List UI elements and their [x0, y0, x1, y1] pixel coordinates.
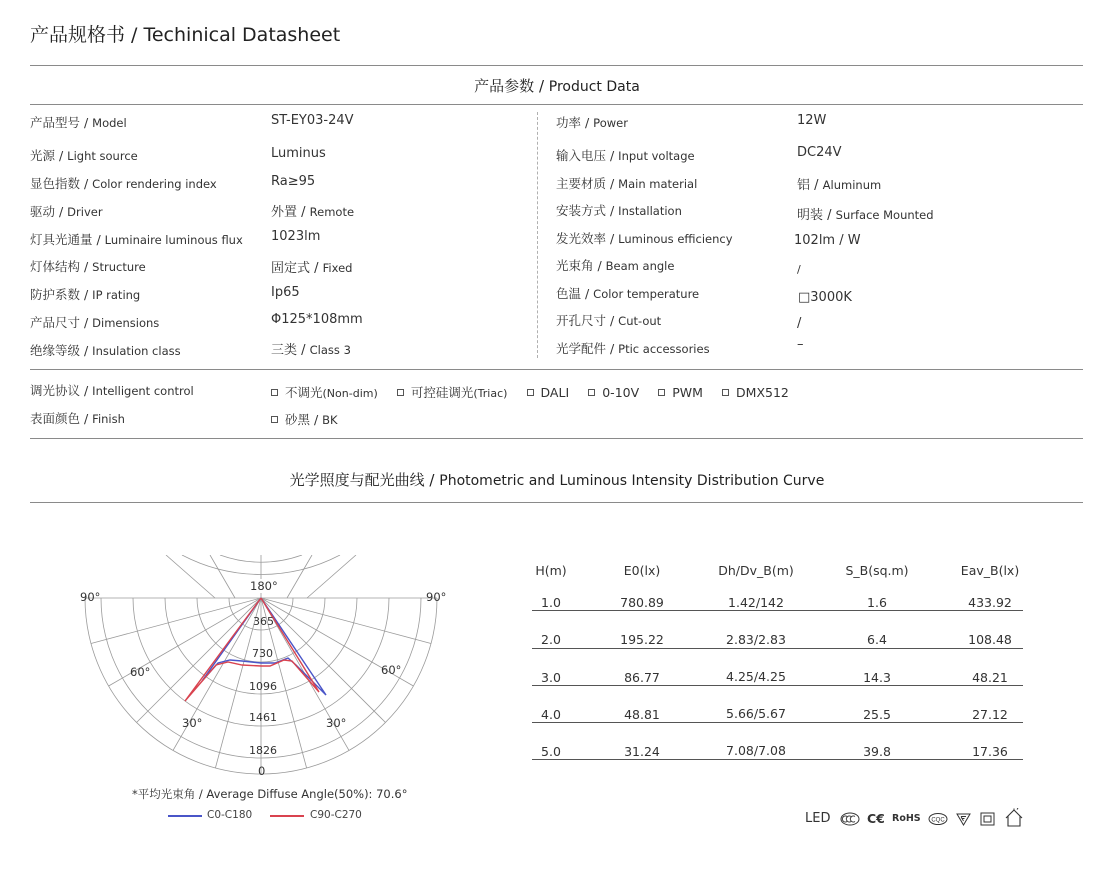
indoor-use-icon: [1004, 808, 1024, 828]
divider: [30, 104, 1083, 105]
spec-label-en: IP rating: [92, 288, 141, 302]
polar-label-left-30: 30°: [182, 716, 203, 730]
table-cell: 86.77: [624, 670, 660, 685]
spec-label-light-source: [30, 146, 138, 164]
spec-value-structure: [271, 257, 352, 276]
product-data-title: [0, 75, 1114, 96]
spec-label-cn: 显色指数 /: [30, 176, 93, 191]
spec-label-cn: 产品尺寸 /: [30, 315, 93, 330]
spec-value: DC24V: [797, 145, 842, 160]
control-option-en: (Triac): [473, 387, 508, 400]
spec-label-insulation: [30, 341, 181, 359]
checkbox-icon[interactable]: [658, 389, 665, 396]
spec-label-cn: 防护系数 /: [30, 287, 93, 302]
control-label-en: Intelligent control: [92, 384, 194, 398]
rohs-mark: RoHS: [892, 813, 921, 824]
spec-value: ST-EY03-24V: [271, 113, 354, 128]
divider: [30, 438, 1083, 439]
product-data-title-cn: 产品参数 /: [474, 77, 549, 95]
control-option-dali[interactable]: [527, 385, 570, 400]
finish-label-en: Finish: [92, 412, 125, 426]
spec-label-driver: [30, 202, 103, 220]
polar-label-0: 0: [258, 764, 266, 778]
spec-value: –: [797, 337, 804, 352]
spec-label-en: Insulation class: [92, 344, 181, 358]
spec-label-cn: 灯体结构 /: [30, 259, 93, 274]
table-cell: 39.8: [863, 744, 891, 759]
spec-label-flux: [30, 230, 243, 248]
divider: [30, 65, 1083, 66]
checkbox-icon[interactable]: [271, 416, 278, 423]
spec-label-cn: 灯具光通量 /: [30, 232, 105, 247]
control-option-dmx512[interactable]: [722, 385, 789, 400]
spec-value: Luminus: [271, 146, 326, 161]
spec-label-en: Color rendering index: [92, 177, 217, 191]
spec-value-en: Aluminum: [822, 178, 882, 192]
cqc-icon: [928, 812, 948, 826]
spec-label-material: [556, 174, 697, 192]
spec-label-en: Luminous efficiency: [618, 232, 733, 246]
spec-label-cn: 发光效率 /: [556, 231, 619, 246]
spec-label-efficiency: [556, 229, 733, 247]
control-option-pwm[interactable]: [658, 385, 703, 400]
polar-ring-label-730: 730: [252, 647, 273, 660]
polar-label-right-90: 90°: [426, 590, 447, 604]
table-cell: 7.08/7.08: [726, 743, 786, 758]
spec-value-en: Class 3: [309, 343, 351, 357]
divider: [30, 369, 1083, 370]
checkbox-icon[interactable]: [722, 389, 729, 396]
table-row-line: [532, 685, 1023, 686]
divider: [30, 502, 1083, 503]
spec-value: 铝 /: [797, 178, 823, 193]
finish-label-cn: 表面颜色 /: [30, 411, 93, 426]
polar-label-left-60: 60°: [130, 665, 151, 679]
photometric-title: [0, 469, 1114, 490]
table-cell: 17.36: [972, 744, 1008, 759]
spec-label-en: Driver: [67, 205, 103, 219]
spec-label-cn: 输入电压 /: [556, 148, 619, 163]
spec-label-installation: [556, 201, 682, 219]
spec-value: 102lm / W: [794, 233, 861, 248]
control-option-cn: DMX512: [736, 385, 789, 400]
spec-value: □3000K: [798, 290, 852, 305]
spec-value-en: Surface Mounted: [835, 208, 934, 222]
column-divider: [537, 112, 538, 358]
page-title: 产品规格书 / Techinical Datasheet: [30, 24, 341, 46]
ccc-icon: [840, 812, 860, 826]
table-cell: 14.3: [863, 670, 891, 685]
finish-label: [30, 409, 125, 427]
spec-label-en: Input voltage: [618, 149, 695, 163]
table-cell: 31.24: [624, 744, 660, 759]
spec-value: 三类 /: [271, 343, 310, 358]
table-cell: 48.81: [624, 707, 660, 722]
spec-label-cn: 安装方式 /: [556, 203, 619, 218]
legend-label-c0-c180: C0-C180: [207, 809, 253, 821]
spec-label-cn: 产品型号 /: [30, 115, 93, 130]
spec-value-model: [271, 113, 354, 128]
spec-value: 固定式 /: [271, 261, 323, 276]
spec-label-power: [556, 113, 628, 131]
spec-label-cn: 绝缘等级 /: [30, 343, 93, 358]
spec-label-model: [30, 113, 127, 131]
control-option-0-10v[interactable]: [588, 385, 639, 400]
spec-value: 外置 /: [271, 205, 310, 220]
spec-value-dimensions: [271, 312, 363, 327]
spec-label-en: Cut-out: [618, 314, 662, 328]
polar-label-right-30: 30°: [326, 716, 347, 730]
spec-value: 明装 /: [797, 208, 836, 223]
spec-label-en: Structure: [92, 260, 146, 274]
control-option-cn: 0-10V: [602, 385, 640, 400]
spec-value: /: [797, 263, 801, 276]
spec-label-dimensions: [30, 313, 159, 331]
spec-value-voltage: [797, 145, 842, 160]
spec-label-en: Luminaire luminous flux: [104, 233, 243, 247]
spec-value-accessories: [797, 337, 804, 352]
spec-label-cn: 功率 /: [556, 115, 594, 130]
spec-value-cct: [798, 290, 852, 305]
spec-label-cn: 光束角 /: [556, 258, 606, 273]
ce-mark: C€: [867, 811, 885, 826]
spec-value-driver: [271, 201, 354, 220]
spec-label-en: Dimensions: [92, 316, 160, 330]
spec-label-cn: 驱动 /: [30, 204, 68, 219]
checkbox-icon[interactable]: [527, 389, 534, 396]
spec-value-ip: [271, 285, 300, 300]
spec-value-material: [797, 174, 881, 193]
table-cell: 2.0: [541, 632, 561, 647]
table-cell: 4.25/4.25: [726, 669, 786, 684]
table-cell: 1.6: [867, 595, 887, 610]
table-cell: 48.21: [972, 670, 1008, 685]
table-cell: 4.0: [541, 707, 561, 722]
spec-label-ip: [30, 285, 140, 303]
table-cell: 1.42/142: [728, 595, 784, 610]
spec-value-flux: [271, 229, 320, 244]
table-cell: 6.4: [867, 632, 887, 647]
checkbox-icon[interactable]: [397, 389, 404, 396]
polar-ring-label-365: 365: [253, 615, 274, 628]
polar-ring-label-1461: 1461: [249, 711, 277, 724]
spec-value: Ra≥95: [271, 174, 316, 189]
legend-label-c90-c270: C90-C270: [310, 809, 362, 821]
table-cell: 27.12: [972, 707, 1008, 722]
table-cell: 25.5: [863, 707, 891, 722]
spec-label-cutout: [556, 311, 661, 329]
finish-option-en: BK: [322, 413, 338, 427]
spec-label-cn: 主要材质 /: [556, 176, 619, 191]
table-cell: 1.0: [541, 595, 561, 610]
spec-label-voltage: [556, 146, 695, 164]
table-cell: 780.89: [620, 595, 664, 610]
table-row-line: [532, 722, 1023, 723]
photometric-title-en: Photometric and Luminous Intensity Distribution Curve: [439, 473, 825, 489]
spec-label-en: Light source: [67, 149, 138, 163]
spec-value: /: [797, 316, 802, 331]
spec-label-en: Model: [92, 116, 127, 130]
finish-options: [271, 409, 352, 428]
table-cell: 195.22: [620, 632, 664, 647]
table-header-h: H(m): [535, 563, 567, 578]
spec-label-structure: [30, 257, 146, 275]
spec-label-cn: 色温 /: [556, 286, 594, 301]
spec-label-en: Main material: [618, 177, 698, 191]
spec-label-en: Installation: [618, 204, 682, 218]
polar-label-180: 180°: [250, 579, 278, 593]
spec-value: 1023lm: [271, 229, 321, 244]
control-options: [271, 382, 803, 401]
table-cell: 433.92: [968, 595, 1012, 610]
spec-value-light-source: [271, 146, 326, 161]
control-option-cn: 不调光: [285, 385, 323, 400]
spec-label-en: Beam angle: [605, 259, 675, 273]
polar-label-left-90: 90°: [80, 590, 101, 604]
spec-label-cri: [30, 174, 217, 192]
average-diffuse-angle-caption: *平均光束角 / Average Diffuse Angle(50%): 70.6°: [132, 787, 408, 801]
table-cell: 108.48: [968, 632, 1012, 647]
control-option-triac[interactable]: [397, 385, 508, 400]
spec-value-cutout: [797, 316, 801, 331]
spec-value: Φ125*108mm: [271, 312, 363, 327]
table-cell: 2.83/2.83: [726, 632, 786, 647]
photometric-title-cn: 光学照度与配光曲线 /: [289, 471, 440, 489]
spec-value-en: Remote: [309, 205, 355, 219]
spec-label-beam-angle: [556, 256, 674, 274]
table-cell: 3.0: [541, 670, 561, 685]
control-label-cn: 调光协议 /: [30, 383, 93, 398]
spec-value-power: [797, 113, 826, 128]
table-cell: 5.0: [541, 744, 561, 759]
spec-value-cri: [271, 174, 315, 189]
product-data-title-en: Product Data: [548, 79, 640, 95]
spec-label-accessories: [556, 339, 710, 357]
legend-swatch-c0-c180: [168, 815, 202, 817]
polar-label-right-60: 60°: [381, 663, 402, 677]
spec-label-en: Color temperature: [593, 287, 700, 301]
table-row-line: [532, 610, 1023, 611]
spec-value-efficiency: [794, 233, 861, 248]
table-header-eav: Eav_B(lx): [960, 563, 1020, 578]
spec-label-en: Ptic accessories: [618, 342, 710, 356]
finish-option-bk[interactable]: [271, 412, 338, 427]
spec-label-cct: [556, 284, 699, 302]
control-option-cn: 可控硅调光: [410, 385, 474, 400]
table-row-line: [532, 759, 1023, 760]
control-option-en: (Non-dim): [322, 387, 378, 400]
control-option-non-dim[interactable]: [271, 385, 378, 400]
control-option-cn: PWM: [672, 385, 703, 400]
svg-text:CQC: CQC: [931, 817, 945, 824]
spec-label-cn: 开孔尺寸 /: [556, 313, 619, 328]
table-header-dh-dv: Dh/Dv_B(m): [718, 563, 794, 578]
spec-label-en: Power: [593, 116, 628, 130]
polar-ring-label-1096: 1096: [249, 680, 277, 693]
table-row-line: [532, 648, 1023, 649]
spec-value: 12W: [797, 113, 827, 128]
finish-option-cn: 砂黑 /: [285, 412, 323, 427]
polar-ring-label-1826: 1826: [249, 744, 277, 757]
control-option-cn: DALI: [540, 385, 570, 400]
spec-label-cn: 光源 /: [30, 148, 68, 163]
spec-label-cn: 光学配件 /: [556, 341, 619, 356]
spec-value-beam-angle: [797, 263, 801, 276]
f-mark-icon: [956, 812, 971, 826]
table-cell: 5.66/5.67: [726, 706, 786, 721]
table-header-sb: S_B(sq.m): [845, 563, 909, 578]
spec-value-installation: [797, 204, 934, 223]
table-header-e0: E0(lx): [623, 563, 661, 578]
checkbox-icon[interactable]: [588, 389, 595, 396]
legend-swatch-c90-c270: [270, 815, 304, 817]
class-ii-icon: [980, 812, 995, 826]
checkbox-icon[interactable]: [271, 389, 278, 396]
spec-value-insulation: [271, 339, 351, 358]
spec-value-en: Fixed: [322, 261, 353, 275]
control-label: [30, 381, 194, 399]
led-mark: LED: [805, 811, 831, 826]
spec-value: Ip65: [271, 285, 300, 300]
